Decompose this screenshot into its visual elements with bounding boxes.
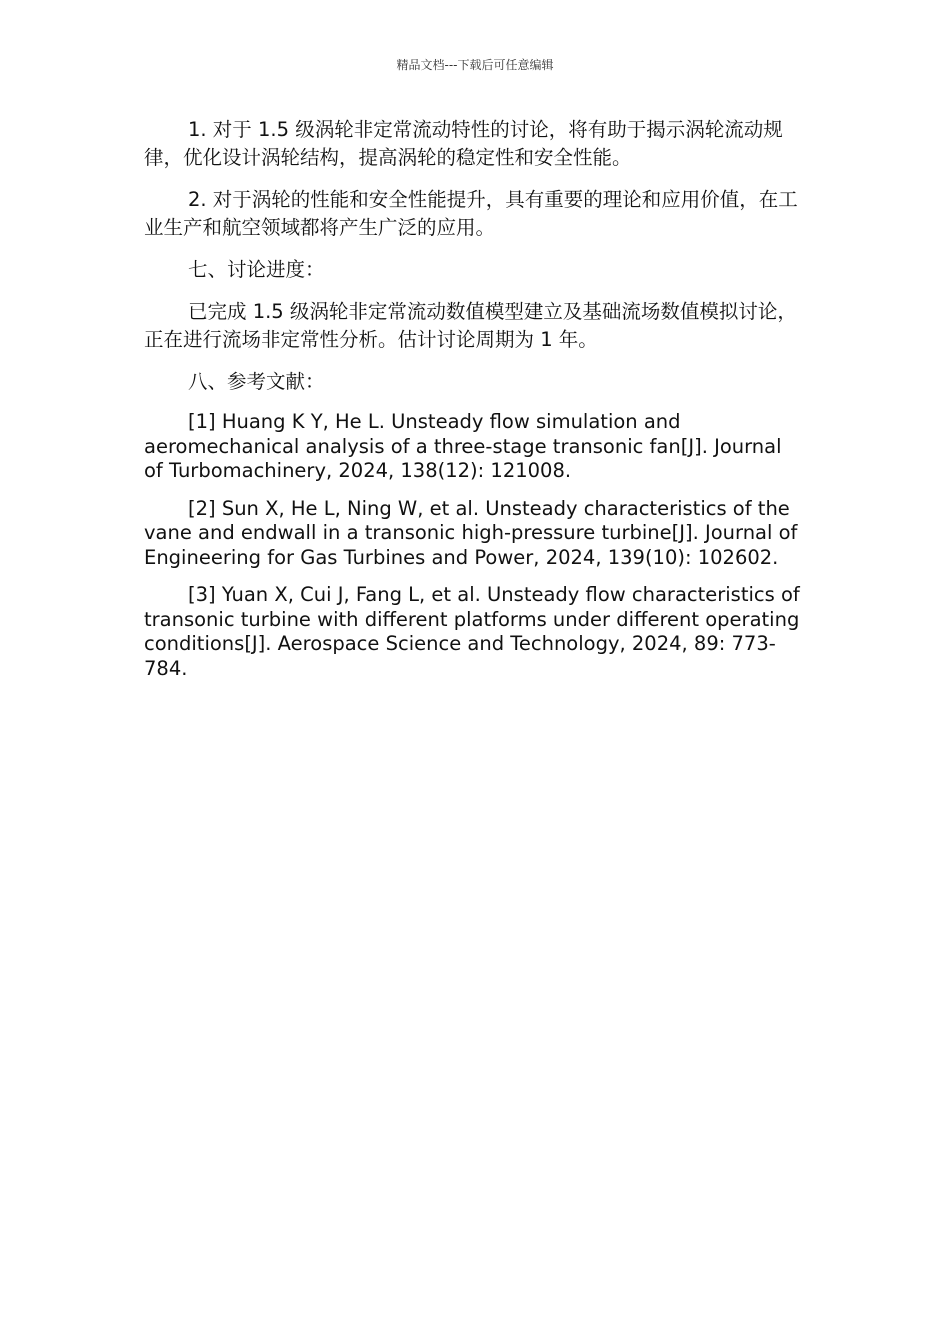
section-heading-progress: 七、讨论进度： [188,258,325,281]
paragraph-progress: 已完成 1.5 级涡轮非定常流动数值模型建立及基础流场数值模拟讨论，正在进行流场非定常性分析。估计讨论周期为 1 年。 [144,300,797,351]
section-heading-references: 八、参考文献： [188,370,325,393]
reference-item-1: [1] Huang K Y, He L. Unsteady flow simulation and aeromechanical analysis of a three-stage transonic fan[J]. Journal of Turbomachinery, 2024, 138(12): 121008. [144,410,782,482]
paragraph-significance-2: 2. 对于涡轮的性能和安全性能提升，具有重要的理论和应用价值，在工业生产和航空领域都将产生广泛的应用。 [144,188,798,239]
document-body [144,116,800,694]
paragraph-significance-1: 1. 对于 1.5 级涡轮非定常流动特性的讨论，将有助于揭示涡轮流动规律，优化设计涡轮结构，提高涡轮的稳定性和安全性能。 [144,118,783,169]
reference-item-2: [2] Sun X, He L, Ning W, et al. Unsteady characteristics of the vane and endwall in a transonic high-pressure turbine[J]. Journal of Engineering for Gas Turbines and Power, 2024, 139(10): 102602. [144,496,798,569]
reference-item-3: [3] Yuan X, Cui J, Fang L, et al. Unsteady flow characteristics of transonic turbine with different platforms under different operating conditions[J]. Aerospace Science and Technology, 2024, 89: 773-784. [144,583,800,680]
page-header: 精品文档---下载后可任意编辑 [396,58,554,72]
